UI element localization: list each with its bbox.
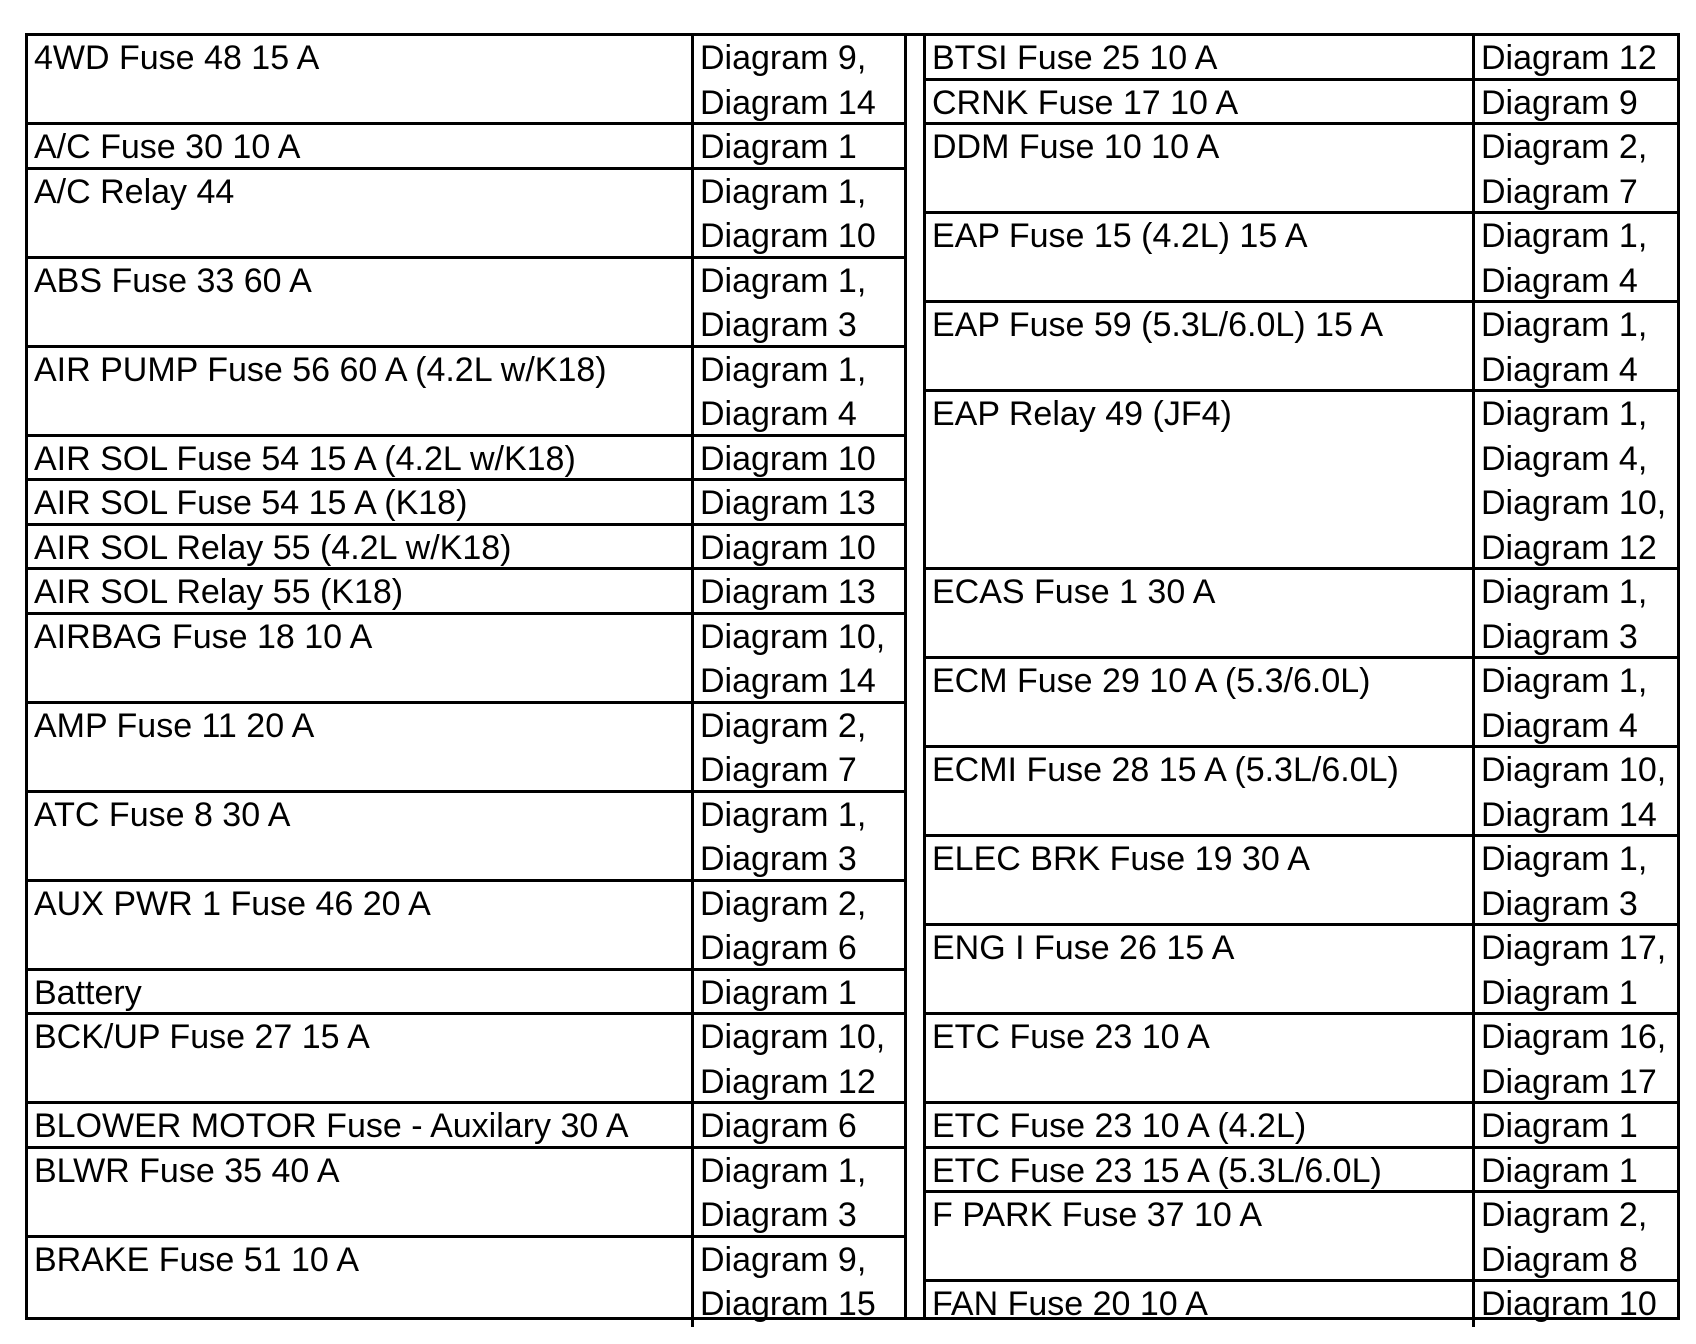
component-name: EAP Relay 49 (JF4): [926, 392, 1475, 567]
component-name: ETC Fuse 23 10 A: [926, 1015, 1475, 1101]
table-row: [926, 1104, 1677, 1149]
diagram-reference: Diagram 9, Diagram 15: [700, 1240, 876, 1323]
table-row: [28, 125, 904, 170]
table-row: [28, 526, 904, 571]
table-row: [28, 348, 904, 437]
table-row: [926, 392, 1677, 570]
diagram-reference: Diagram 1, Diagram 10: [700, 172, 876, 255]
diagram-reference: Diagram 2, Diagram 7: [700, 706, 867, 789]
diagram-reference: Diagram 1, Diagram 4: [1481, 306, 1648, 389]
table-row: [28, 1015, 904, 1104]
table-row: [926, 1149, 1677, 1194]
component-name: ABS Fuse 33 60 A: [28, 259, 694, 345]
component-name: AIRBAG Fuse 18 10 A: [28, 615, 694, 701]
component-name: EAP Fuse 15 (4.2L) 15 A: [926, 214, 1475, 300]
diagram-reference: Diagram 1, Diagram 4: [1481, 662, 1648, 745]
component-name: AUX PWR 1 Fuse 46 20 A: [28, 882, 694, 968]
component-name: ETC Fuse 23 15 A (5.3L/6.0L): [926, 1149, 1475, 1191]
diagram-reference: Diagram 1, Diagram 3: [1481, 840, 1648, 923]
component-name: FAN Fuse 20 10 A: [926, 1282, 1475, 1327]
diagram-reference: Diagram 1: [1481, 1151, 1638, 1190]
diagram-reference: Diagram 1, Diagram 3: [1481, 573, 1648, 656]
diagram-reference: Diagram 1, Diagram 4, Diagram 10, Diagram 12: [1481, 395, 1667, 567]
diagram-reference: Diagram 6: [700, 1107, 857, 1145]
table-row: [926, 1015, 1677, 1104]
component-name: BTSI Fuse 25 10 A: [926, 36, 1475, 78]
component-name: AIR SOL Fuse 54 15 A (4.2L w/K18): [28, 437, 694, 479]
diagram-reference: Diagram 1, Diagram 3: [700, 261, 867, 344]
table-row: [28, 615, 904, 704]
table-row: [28, 971, 904, 1016]
table-row: [926, 214, 1677, 303]
component-name: AMP Fuse 11 20 A: [28, 704, 694, 790]
table-row: [28, 1104, 904, 1149]
component-name: Battery: [28, 971, 694, 1013]
diagram-reference: Diagram 1, Diagram 3: [700, 795, 867, 878]
diagram-reference: Diagram 1, Diagram 3: [700, 1151, 867, 1234]
table-row: [28, 704, 904, 793]
component-name: EAP Fuse 59 (5.3L/6.0L) 15 A: [926, 303, 1475, 389]
left-column: [28, 36, 904, 1323]
table-row: [926, 81, 1677, 126]
component-name: BCK/UP Fuse 27 15 A: [28, 1015, 694, 1101]
diagram-reference: Diagram 1: [700, 973, 857, 1012]
diagram-reference: Diagram 10, Diagram 14: [1481, 751, 1667, 834]
diagram-reference: Diagram 9: [1481, 83, 1638, 122]
diagram-reference: Diagram 1: [1481, 1107, 1638, 1145]
component-name: ETC Fuse 23 10 A (4.2L): [926, 1104, 1475, 1146]
component-name: AIR SOL Relay 55 (4.2L w/K18): [28, 526, 694, 568]
table-row: [926, 748, 1677, 837]
component-name: BRAKE Fuse 51 10 A: [28, 1238, 694, 1327]
table-row: [926, 1282, 1677, 1327]
component-name: AIR PUMP Fuse 56 60 A (4.2L w/K18): [28, 348, 694, 434]
fuse-index-table: [25, 33, 1680, 1323]
diagram-reference: Diagram 16, Diagram 17: [1481, 1018, 1667, 1101]
diagram-reference: Diagram 12: [1481, 39, 1657, 77]
table-row: [926, 1193, 1677, 1282]
component-name: ECMI Fuse 28 15 A (5.3L/6.0L): [926, 748, 1475, 834]
component-name: BLOWER MOTOR Fuse - Auxilary 30 A: [28, 1104, 694, 1146]
diagram-reference: Diagram 10: [1481, 1285, 1657, 1323]
table-row: [926, 659, 1677, 748]
component-name: A/C Relay 44: [28, 170, 694, 256]
component-name: ECM Fuse 29 10 A (5.3/6.0L): [926, 659, 1475, 745]
table-row: [926, 303, 1677, 392]
diagram-reference: Diagram 13: [700, 484, 876, 522]
diagram-reference: Diagram 1, Diagram 4: [1481, 217, 1648, 300]
table-row: [28, 882, 904, 971]
diagram-reference: Diagram 2, Diagram 6: [700, 884, 867, 967]
diagram-reference: Diagram 10, Diagram 14: [700, 617, 886, 700]
right-column: [926, 36, 1677, 1323]
table-row: [926, 125, 1677, 214]
diagram-reference: Diagram 1, Diagram 4: [700, 350, 867, 433]
component-name: A/C Fuse 30 10 A: [28, 125, 694, 167]
component-name: F PARK Fuse 37 10 A: [926, 1193, 1475, 1279]
component-name: CRNK Fuse 17 10 A: [926, 81, 1475, 123]
component-name: ELEC BRK Fuse 19 30 A: [926, 837, 1475, 923]
component-name: DDM Fuse 10 10 A: [926, 125, 1475, 211]
component-name: ECAS Fuse 1 30 A: [926, 570, 1475, 656]
component-name: 4WD Fuse 48 15 A: [28, 36, 694, 122]
diagram-reference: Diagram 17, Diagram 1: [1481, 929, 1667, 1012]
component-name: ENG I Fuse 26 15 A: [926, 926, 1475, 1012]
diagram-reference: Diagram 2, Diagram 7: [1481, 128, 1648, 211]
diagram-reference: Diagram 13: [700, 573, 876, 611]
table-row: [28, 570, 904, 615]
component-name: ATC Fuse 8 30 A: [28, 793, 694, 879]
table-row: [28, 437, 904, 482]
table-row: [28, 170, 904, 259]
component-name: BLWR Fuse 35 40 A: [28, 1149, 694, 1235]
table-row: [926, 926, 1677, 1015]
table-row: [926, 36, 1677, 81]
column-divider: [904, 36, 926, 1317]
diagram-reference: Diagram 9, Diagram 14: [700, 39, 876, 122]
table-row: [926, 837, 1677, 926]
table-row: [926, 570, 1677, 659]
component-name: AIR SOL Fuse 54 15 A (K18): [28, 481, 694, 523]
diagram-reference: Diagram 2, Diagram 8: [1481, 1196, 1648, 1279]
table-row: [28, 36, 904, 125]
table-row: [28, 793, 904, 882]
diagram-reference: Diagram 1: [700, 128, 857, 166]
table-row: [28, 1238, 904, 1327]
diagram-reference: Diagram 10: [700, 439, 876, 478]
diagram-reference: Diagram 10: [700, 528, 876, 567]
component-name: AIR SOL Relay 55 (K18): [28, 570, 694, 612]
table-row: [28, 1149, 904, 1238]
table-row: [28, 259, 904, 348]
table-row: [28, 481, 904, 526]
diagram-reference: Diagram 10, Diagram 12: [700, 1018, 886, 1101]
